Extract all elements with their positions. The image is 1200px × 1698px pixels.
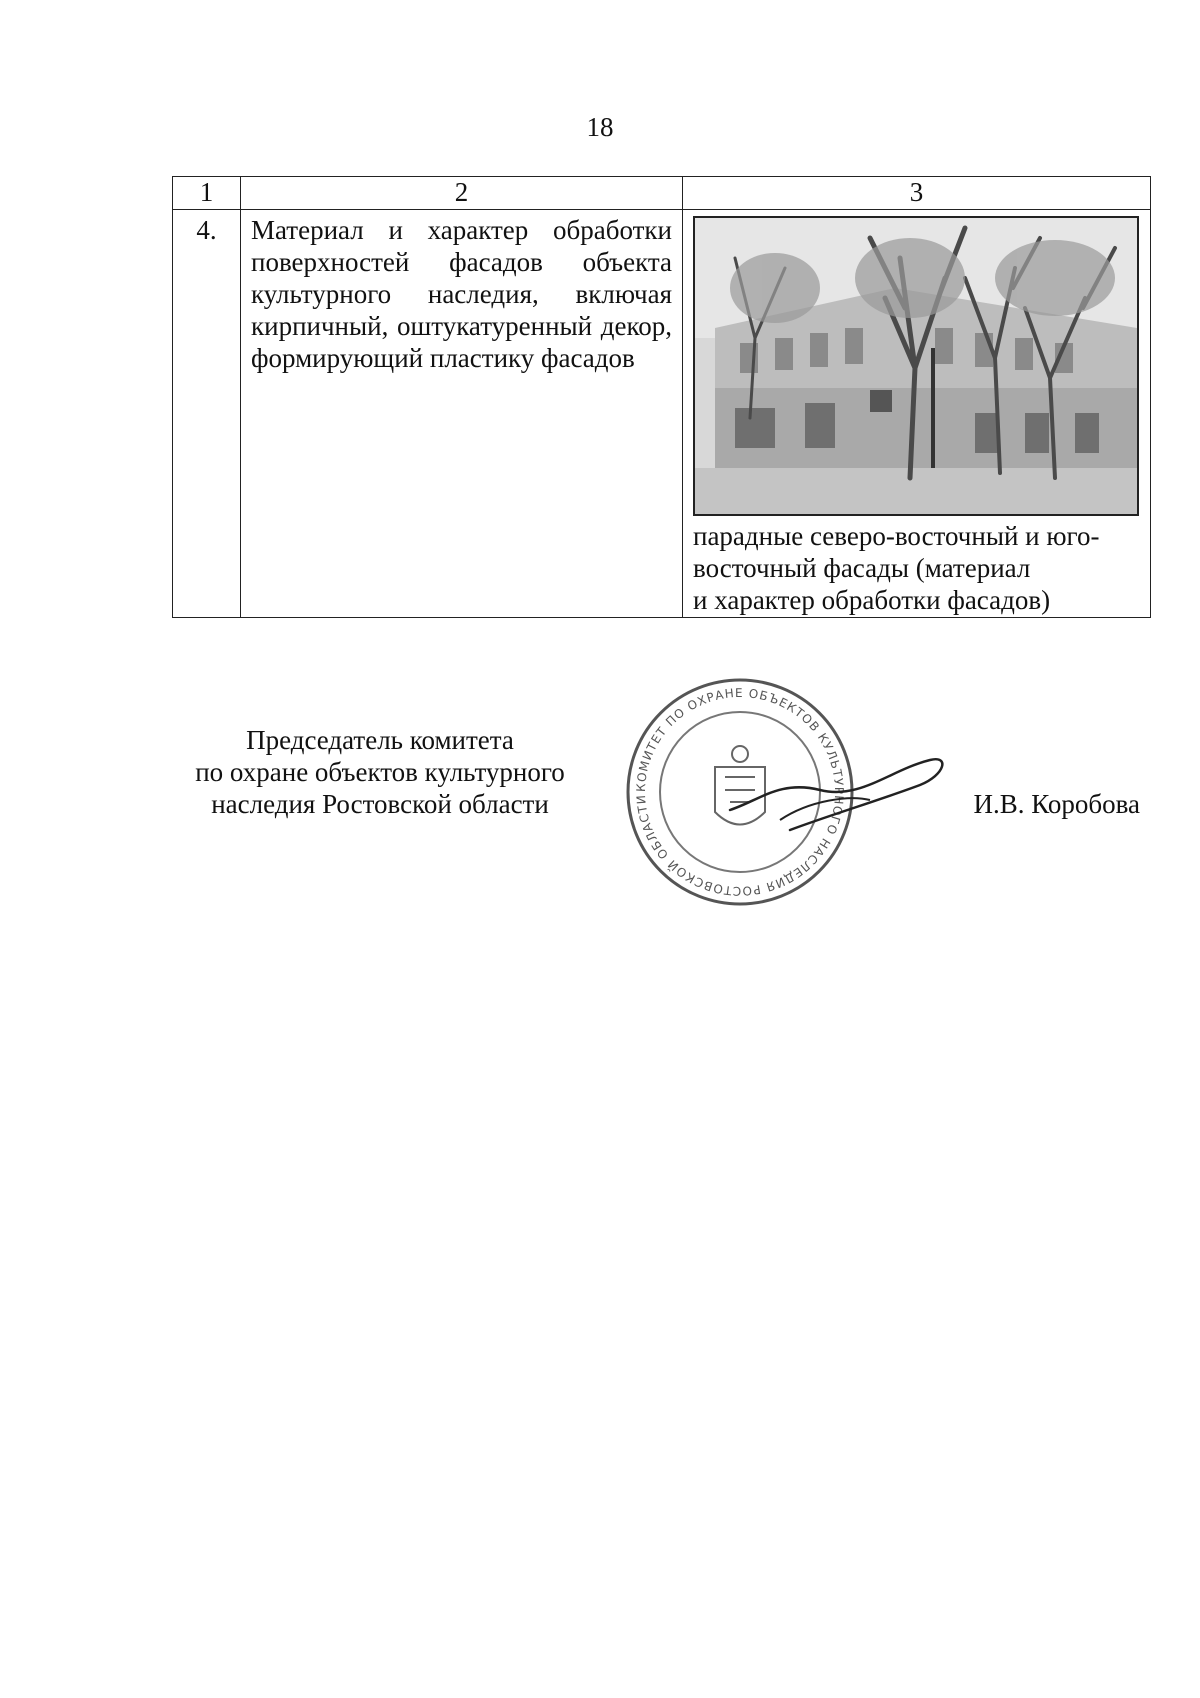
caption-line: парадные северо-восточный и юго- xyxy=(693,521,1100,551)
signer-title-line: наследия Ростовской области xyxy=(211,789,549,819)
caption-line: и характер обработки фасадов) xyxy=(693,585,1051,615)
header-col-1: 1 xyxy=(173,177,241,210)
header-col-2: 2 xyxy=(241,177,683,210)
table-row xyxy=(173,210,1151,618)
building-facade-photo-icon xyxy=(693,216,1139,516)
header-col-3: 3 xyxy=(683,177,1151,210)
signer-title xyxy=(160,724,600,820)
heritage-table xyxy=(172,176,1151,618)
caption-line: восточный фасады (материал xyxy=(693,553,1031,583)
signer-title-line: по охране объектов культурного xyxy=(195,757,565,787)
page-number: 18 xyxy=(586,112,614,142)
row-description: Материал и характер обработки поверхностей фасадов объекта культурного наследия, включая кирпичный, оштукатуренный декор, формирующий пластику фасадов xyxy=(241,210,683,618)
photo-caption xyxy=(693,520,1140,616)
svg-text:КОМИТЕТ ПО ОХРАНЕ ОБЪЕКТОВ КУЛ: КОМИТЕТ ПО ОХРАНЕ ОБЪЕКТОВ КУЛЬТУРНОГО НАСЛЕДИЯ РОСТОВСКОЙ ОБЛАСТИ xyxy=(633,685,847,899)
table-header-row xyxy=(173,177,1151,210)
signer-name: И.В. Коробова xyxy=(973,789,1140,819)
signature-icon xyxy=(720,740,950,850)
signer-title-line: Председатель комитета xyxy=(246,725,514,755)
row-photo-cell xyxy=(683,210,1151,618)
row-number: 4. xyxy=(173,210,241,618)
